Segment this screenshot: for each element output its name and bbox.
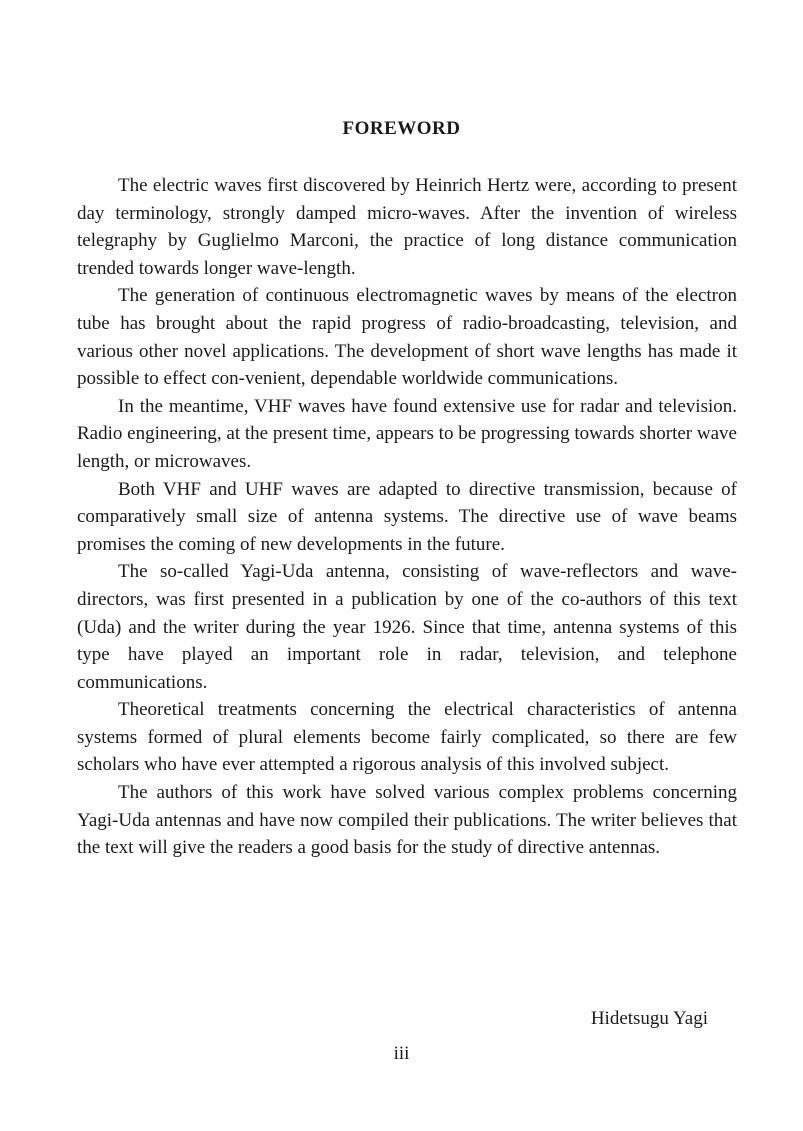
page-number: iii	[393, 1043, 410, 1064]
paragraph-4: Both VHF and UHF waves are adapted to directive transmission, because of comparatively small size of antenna systems. The directive use of wave beams promises the coming of new developments in the future.	[77, 478, 737, 555]
foreword-body	[77, 172, 737, 862]
paragraph-7: The authors of this work have solved various complex problems concerning Yagi-Uda antennas and have now compiled their publications. The writer believes that the text will give the readers a good basis for the study of directive antennas.	[77, 782, 737, 859]
paragraph-1: The electric waves first discovered by Heinrich Hertz were, according to present day terminology, strongly damped micro-waves. After the invention of wireless telegraphy by Guglielmo Marconi, the practice of long distance communication trended towards longer wave-length.	[77, 175, 737, 279]
paragraph-3: In the meantime, VHF waves have found extensive use for radar and television. Radio engineering, at the present time, appears to be progressing towards shorter wave length, or microwaves.	[77, 395, 737, 472]
paragraph-2: The generation of continuous electromagnetic waves by means of the electron tube has brought about the rapid progress of radio-broadcasting, television, and various other novel applications. The development of short wave lengths has made it possible to effect con-venient, dependable worldwide communications.	[77, 285, 737, 390]
page-title: FOREWORD	[342, 118, 461, 139]
paragraph-6: Theoretical treatments concerning the electrical characteristics of antenna systems formed of plural elements become fairly complicated, so there are few scholars who have ever attempted a rigorous analysis of this involved subject.	[77, 699, 737, 776]
paragraph-5: The so-called Yagi-Uda antenna, consisting of wave-reflectors and wave-directors, was first presented in a publication by one of the co-authors of this text (Uda) and the writer during the year 1926. Since that time, antenna systems of this type have played an important role in radar, television, and telephone communications.	[77, 561, 737, 693]
author-signature: Hidetsugu Yagi	[590, 1008, 708, 1029]
